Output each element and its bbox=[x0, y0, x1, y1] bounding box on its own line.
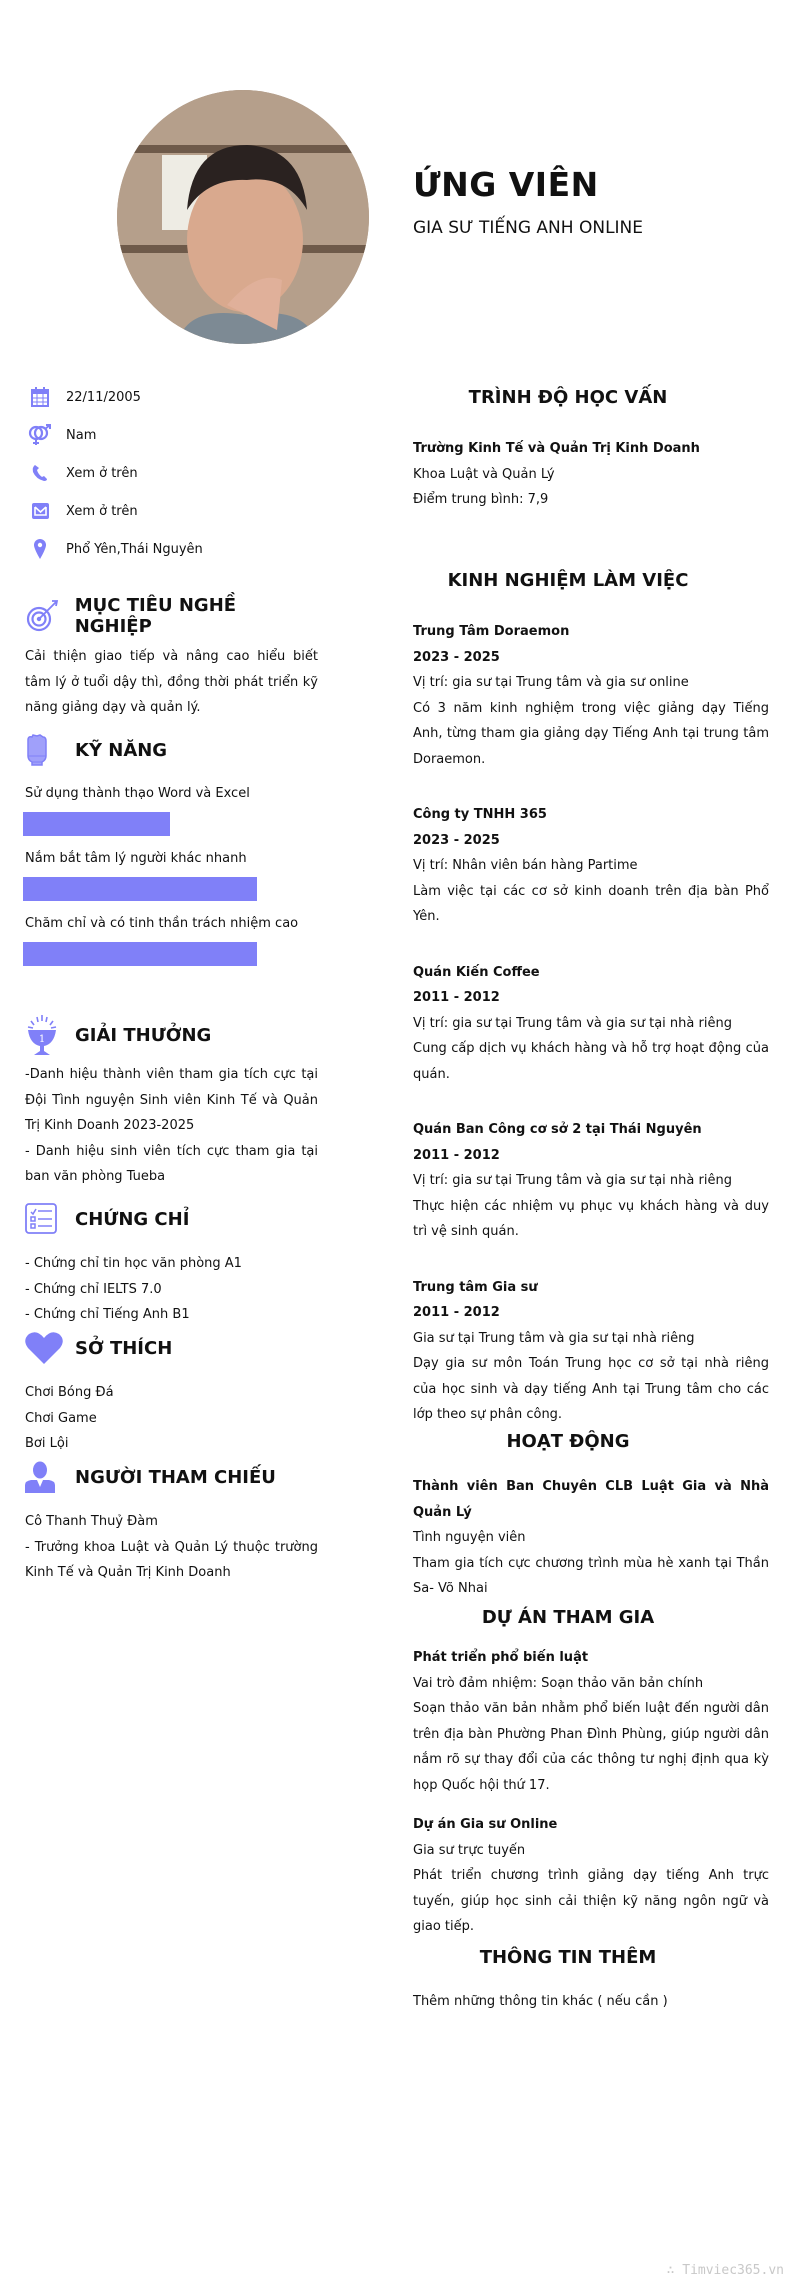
award-item: - Danh hiệu sinh viên tích cực tham gia tại ban văn phòng Tueba bbox=[25, 1143, 318, 1184]
extra-heading: THÔNG TIN THÊM bbox=[479, 1947, 657, 1968]
phone: Xem ở trên bbox=[66, 465, 138, 481]
period: 2011 - 2012 bbox=[413, 1305, 500, 1320]
contact-gender bbox=[28, 416, 328, 454]
objective-section bbox=[25, 596, 318, 721]
reference-detail: - Trưởng khoa Luật và Quản Lý thuộc trường Kinh Tế và Quản Trị Kinh Doanh bbox=[25, 1539, 318, 1580]
period: 2023 - 2025 bbox=[413, 649, 500, 665]
project-name: Phát triển phổ biến luật bbox=[413, 1650, 589, 1665]
extra-section bbox=[413, 1943, 769, 2015]
hobbies-heading: SỞ THÍCH bbox=[75, 1337, 173, 1359]
contact-phone bbox=[28, 454, 328, 492]
role: Vị trí: gia sư tại Trung tâm và gia sư tại nhà riêng bbox=[413, 1015, 732, 1031]
description: Dạy gia sư môn Toán Trung học cơ sở tại nhà riêng của học sinh và dạy tiếng Anh tại Trung tâm cho các lớp theo sự phân công. bbox=[413, 1356, 769, 1422]
extra-text: Thêm những thông tin khác ( nếu cần ) bbox=[413, 1994, 668, 2009]
contact-email bbox=[28, 492, 328, 530]
certificates-section bbox=[25, 1199, 318, 1328]
experience-item bbox=[413, 619, 769, 772]
experience-section bbox=[413, 566, 769, 1458]
skill-item bbox=[25, 786, 318, 836]
activity-desc: Tham gia tích cực chương trình mùa hè xanh tại Thần Sa- Võ Nhai bbox=[413, 1555, 769, 1596]
skills-section bbox=[25, 730, 318, 981]
contact-address bbox=[28, 530, 328, 568]
email: Xem ở trên bbox=[66, 503, 138, 519]
major: Khoa Luật và Quản Lý bbox=[413, 466, 555, 482]
period: 2011 - 2012 bbox=[413, 1147, 500, 1163]
heart-icon bbox=[25, 1328, 75, 1368]
description: Cung cấp dịch vụ khách hàng và hỗ trợ hoạt động của quán. bbox=[413, 1041, 769, 1082]
project-role: Gia sư trực tuyến bbox=[413, 1842, 526, 1858]
birthday: 22/11/2005 bbox=[66, 389, 141, 405]
reference-name: Cô Thanh Thuỷ Đàm bbox=[25, 1514, 158, 1529]
fist-icon bbox=[25, 730, 75, 770]
education-section bbox=[413, 383, 769, 513]
certificates-heading: CHỨNG CHỈ bbox=[75, 1208, 190, 1230]
watermark: ∴ Timviec365.vn bbox=[666, 2263, 784, 2278]
role: Vị trí: gia sư tại Trung tâm và gia sư tại nhà riêng bbox=[413, 1173, 732, 1188]
person-icon bbox=[25, 1457, 75, 1497]
hobbies-section bbox=[25, 1328, 318, 1457]
period: 2011 - 2012 bbox=[413, 990, 500, 1005]
skill-name: Chăm chỉ và có tinh thần trách nhiệm cao bbox=[25, 916, 299, 931]
award-item: -Danh hiệu thành viên tham gia tích cực tại Đội Tình nguyện Sinh viên Kinh Tế và Quản Trị Kinh Doanh 2023-2025 bbox=[25, 1067, 318, 1133]
role: Gia sư tại Trung tâm và gia sư tại nhà riêng bbox=[413, 1330, 695, 1346]
description: Làm việc tại các cơ sở kinh doanh trên địa bàn Phổ Yên. bbox=[413, 883, 769, 924]
experience-item bbox=[413, 960, 769, 1088]
school-name: Trường Kinh Tế và Quản Trị Kinh Doanh bbox=[413, 441, 700, 456]
hobby-item: Bơi Lội bbox=[25, 1436, 69, 1451]
skill-bar bbox=[23, 812, 170, 836]
projects-section bbox=[413, 1603, 769, 1954]
activity-name: Thành viên Ban Chuyên CLB Luật Gia và Nhà Quản Lý bbox=[413, 1479, 769, 1520]
project-desc: Soạn thảo văn bản nhằm phổ biến luật đến người dân trên địa bàn Phường Phan Đình Phùng, giúp người dân nắm rõ sự thay đổi của các thông tư nghị định qua kỳ họp Quốc hội thứ 17. bbox=[413, 1701, 769, 1793]
references-section bbox=[25, 1457, 318, 1586]
company-name: Quán Ban Công cơ sở 2 tại Thái Nguyên bbox=[413, 1122, 702, 1137]
period: 2023 - 2025 bbox=[413, 832, 500, 848]
project-desc: Phát triển chương trình giảng dạy tiếng Anh trực tuyến, giúp học sinh cải thiện kỹ năng ngôn ngữ và giao tiếp. bbox=[413, 1868, 769, 1934]
role: Vị trí: Nhân viên bán hàng Partime bbox=[413, 858, 638, 873]
skill-name: Nắm bắt tâm lý người khác nhanh bbox=[25, 851, 247, 866]
experience-item bbox=[413, 1117, 769, 1245]
skill-name: Sử dụng thành thạo Word và Excel bbox=[25, 786, 250, 801]
gpa: Điểm trung bình: 7,9 bbox=[413, 492, 549, 507]
description: Có 3 năm kinh nghiệm trong việc giảng dạy Tiếng Anh, từng tham gia giảng dạy Tiếng Anh tại trung tâm Doraemon. bbox=[413, 700, 769, 767]
company-name: Công ty TNHH 365 bbox=[413, 807, 547, 822]
activities-section bbox=[413, 1427, 769, 1602]
certificate-item: - Chứng chỉ Tiếng Anh B1 bbox=[25, 1307, 190, 1322]
description: Thực hiện các nhiệm vụ phục vụ khách hàng và duy trì vệ sinh quán. bbox=[413, 1198, 769, 1239]
skills-heading: KỸ NĂNG bbox=[75, 739, 168, 761]
phone-icon bbox=[28, 462, 52, 484]
svg-text:1: 1 bbox=[38, 1034, 46, 1045]
trophy-icon bbox=[25, 1012, 75, 1058]
experience-item bbox=[413, 1275, 769, 1428]
experience-item bbox=[413, 802, 769, 930]
avatar-photo bbox=[117, 90, 369, 344]
awards-section bbox=[25, 1012, 318, 1190]
activities-heading: HOẠT ĐỘNG bbox=[506, 1431, 630, 1452]
activity-role: Tình nguyện viên bbox=[413, 1530, 526, 1545]
email-icon bbox=[28, 500, 52, 522]
objective-text: Cải thiện giao tiếp và nâng cao hiểu biết tâm lý ở tuổi dậy thì, đồng thời phát triển kỹ năng giảng dạy và quản lý. bbox=[25, 649, 318, 715]
skill-bar bbox=[23, 942, 257, 966]
awards-heading: GIẢI THƯỞNG bbox=[75, 1024, 212, 1046]
company-name: Trung Tâm Doraemon bbox=[413, 624, 570, 639]
projects-heading: DỰ ÁN THAM GIA bbox=[481, 1607, 655, 1628]
gender: Nam bbox=[66, 427, 97, 443]
hobby-item: Chơi Game bbox=[25, 1410, 97, 1426]
target-icon bbox=[25, 596, 75, 636]
project-role: Vai trò đảm nhiệm: Soạn thảo văn bản chính bbox=[413, 1675, 704, 1691]
candidate-name: ỨNG VIÊN bbox=[413, 165, 599, 204]
skill-bar bbox=[23, 877, 257, 901]
job-title: GIA SƯ TIẾNG ANH ONLINE bbox=[413, 218, 644, 238]
company-name: Quán Kiến Coffee bbox=[413, 964, 540, 980]
skill-item bbox=[25, 916, 318, 966]
checklist-icon bbox=[25, 1199, 75, 1239]
gender-icon bbox=[28, 424, 52, 446]
role: Vị trí: gia sư tại Trung tâm và gia sư online bbox=[413, 675, 689, 690]
objective-heading: MỤC TIÊU NGHỀ NGHIỆP bbox=[74, 595, 237, 637]
contact-info bbox=[28, 378, 328, 568]
project-item bbox=[413, 1812, 769, 1940]
location-icon bbox=[28, 538, 52, 560]
address: Phổ Yên,Thái Nguyên bbox=[66, 541, 203, 557]
company-name: Trung tâm Gia sư bbox=[413, 1279, 538, 1295]
education-heading: TRÌNH ĐỘ HỌC VẤN bbox=[468, 387, 668, 408]
certificate-item: - Chứng chỉ tin học văn phòng A1 bbox=[25, 1256, 242, 1271]
project-item bbox=[413, 1645, 769, 1798]
calendar-icon bbox=[28, 386, 52, 408]
project-name: Dự án Gia sư Online bbox=[413, 1817, 558, 1832]
certificate-item: - Chứng chỉ IELTS 7.0 bbox=[25, 1281, 162, 1297]
references-heading: NGƯỜI THAM CHIẾU bbox=[75, 1466, 276, 1488]
experience-heading: KINH NGHIỆM LÀM VIỆC bbox=[447, 570, 689, 591]
skill-item bbox=[25, 851, 318, 901]
hobby-item: Chơi Bóng Đá bbox=[25, 1385, 114, 1400]
contact-birthday bbox=[28, 378, 328, 416]
